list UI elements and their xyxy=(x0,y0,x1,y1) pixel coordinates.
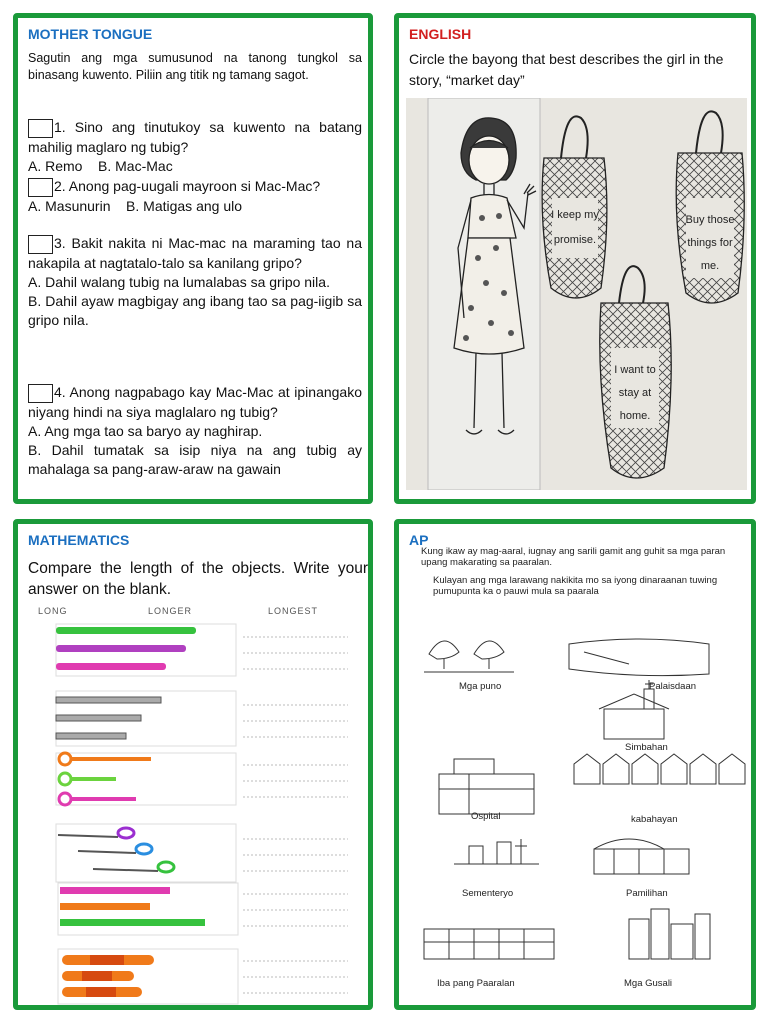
bayong-illustration xyxy=(406,98,747,490)
bayong-3[interactable] xyxy=(600,266,671,478)
question-4-choice-b: B. Dahil tumatak sa isip niya na ang tubig ay mahalaga sa pang-araw-araw na gawain xyxy=(28,441,362,477)
ap-instructions-1: Kung ikaw ay mag-aaral, iugnay ang sarili gamit ang guhit sa mga paran upang makarating sa paaralan. xyxy=(421,546,726,568)
bayong-1-line-1: I keep my xyxy=(551,209,599,221)
column-longer: LONGER xyxy=(148,606,193,616)
ap-panel xyxy=(394,519,756,1010)
answer-box-1[interactable] xyxy=(28,119,53,138)
answer-box-2[interactable] xyxy=(28,178,53,197)
question-1: 1. Sino ang tinutukoy sa kuwento na batang mahilig maglaro ng tubig? A. Remo B. Mac-Mac xyxy=(28,119,362,174)
fishpond-illustration xyxy=(569,639,709,676)
hospital-illustration xyxy=(439,759,534,814)
rod-group xyxy=(56,691,348,746)
cemetery-illustration xyxy=(454,839,539,864)
key-group xyxy=(56,753,348,805)
school-illustration xyxy=(424,929,554,959)
scissors-group xyxy=(56,824,348,882)
label-sementeryo: Sementeryo xyxy=(462,888,514,899)
length-comparison-sheet xyxy=(18,619,368,1009)
bayong-3-line-3: home. xyxy=(619,410,651,422)
bayong-3-line-2: stay at xyxy=(618,387,652,399)
english-title: ENGLISH xyxy=(409,26,472,42)
bayong-3-line-1: I want to xyxy=(614,364,656,376)
question-3-choice-a: A. Dahil walang tubig na lumalabas sa gripo nila. xyxy=(28,273,330,290)
mother-tongue-panel xyxy=(13,13,373,504)
bandage-group xyxy=(58,949,348,1004)
mathematics-instructions: Compare the length of the objects. Write your answer on the blank. xyxy=(28,560,368,598)
bayong-1[interactable] xyxy=(542,116,607,298)
column-long: LONG xyxy=(38,606,68,616)
market-illustration xyxy=(594,839,689,874)
bayong-drawing xyxy=(406,98,747,490)
mother-tongue-title: MOTHER TONGUE xyxy=(28,26,153,42)
label-pamilihan: Pamilihan xyxy=(626,888,668,899)
label-iba-pang-paaralan: Iba pang Paaralan xyxy=(437,978,515,989)
label-simbahan: Simbahan xyxy=(625,742,668,753)
english-panel xyxy=(394,13,756,504)
question-1-choices: A. Remo B. Mac-Mac xyxy=(28,157,173,174)
bayong-2[interactable] xyxy=(676,111,744,303)
column-longest: LONGEST xyxy=(268,606,319,616)
label-mga-gusali: Mga Gusali xyxy=(624,978,673,989)
bayong-2-line-3: me. xyxy=(700,260,720,272)
question-2: 2. Anong pag-uugali mayroon si Mac-Mac? A. Masunurin B. Matigas ang ulo xyxy=(28,178,321,214)
label-palaisdaan: Palaisdaan xyxy=(649,681,697,692)
buildings-illustration xyxy=(629,909,710,959)
mathematics-title: MATHEMATICS xyxy=(28,532,130,548)
mother-tongue-instructions: Sagutin ang mga sumusunod na tanong tungkol sa binasang kuwento. Piliin ang titik ng tamang sagot. xyxy=(28,51,362,82)
trees-illustration xyxy=(424,641,514,672)
label-mga-puno: Mga puno xyxy=(459,681,502,692)
houses-illustration xyxy=(574,754,745,784)
question-4-choice-a: A. Ang mga tao sa baryo ay naghirap. xyxy=(28,422,263,439)
bayong-1-line-2: promise. xyxy=(553,234,597,246)
question-4: 4. Anong nagpabago kay Mac-Mac at ipinangako niyang hindi na siya maglalaro ng tubig? A. Ang mga tao sa baryo ay naghirap. B. Dahil tumatak sa isip niya na ang tubig ay mahalaga sa pang-araw-araw na gawain xyxy=(28,384,362,477)
label-ospital: Ospital xyxy=(471,811,501,822)
question-3: 3. Bakit nakita ni Mac-mac na maraming tao na nakapila at nagtatalo-talo sa kanilang gripo? A. Dahil walang tubig na lumalabas sa gripo nila. B. Dahil ayaw magbigay ang ibang tao sa pag-iigib sa gripo nila. xyxy=(28,235,362,328)
question-2-choices: A. Masunurin B. Matigas ang ulo xyxy=(28,197,242,214)
answer-box-3[interactable] xyxy=(28,235,53,254)
ruler-group xyxy=(58,883,348,935)
answer-box-4[interactable] xyxy=(28,384,53,403)
question-3-choice-b: B. Dahil ayaw magbigay ang ibang tao sa pag-iigib sa gripo nila. xyxy=(28,292,362,328)
ap-title: AP xyxy=(409,532,429,548)
ap-illustrations xyxy=(399,614,751,1004)
label-kabahayan: kabahayan xyxy=(631,814,678,825)
bayong-2-line-2: things for xyxy=(687,237,733,249)
comb-group xyxy=(56,624,348,676)
english-instructions: Circle the bayong that best describes the girl in the story, “market day” xyxy=(409,51,724,88)
ap-instructions-2: Kulayan ang mga larawang nakikita mo sa iyong dinaraanan tuwing pumupunta ka o pauwi mula sa paarala xyxy=(433,575,718,597)
mathematics-panel xyxy=(13,519,373,1010)
bayong-2-line-1: Buy those xyxy=(685,214,735,226)
